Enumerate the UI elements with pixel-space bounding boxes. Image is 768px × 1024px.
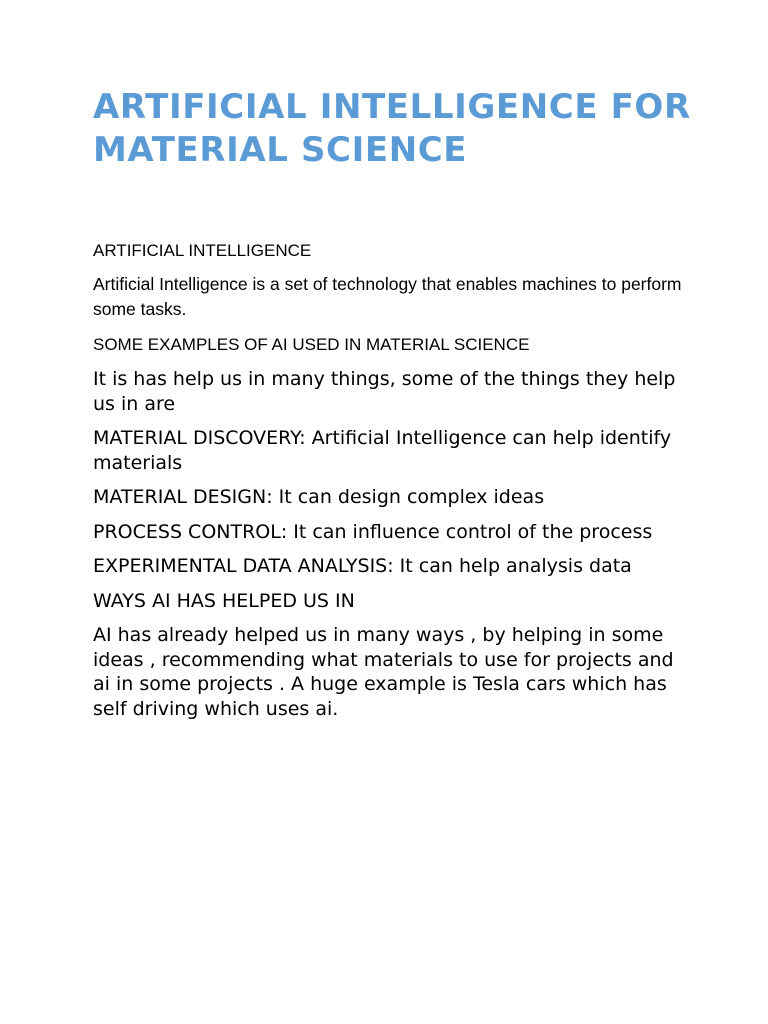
item-process-control: PROCESS CONTROL: It can influence control of the process [93,520,653,543]
section-heading-artificial-intelligence: ARTIFICIAL INTELLIGENCE [93,241,312,260]
definition-paragraph: Artificial Intelligence is a set of technology that enables machines to perform some tasks. [93,274,682,319]
item-material-design: MATERIAL DESIGN: It can design complex ideas [93,486,545,508]
ways-ai-helped-paragraph: AI has already helped us in many ways , by helping in some ideas , recommending what materials to use for projects and ai in some projects . A huge example is Tesla cars which has self driving which uses ai. [93,624,674,720]
document-body [93,86,693,721]
item-material-discovery: MATERIAL DISCOVERY: Artificial Intelligence can help identify materials [93,427,672,474]
section-heading-examples: SOME EXAMPLES OF AI USED IN MATERIAL SCIENCE [93,335,530,354]
intro-paragraph: It is has help us in many things, some of the things they help us in are [93,368,676,415]
section-heading-ways-ai-helped: WAYS AI HAS HELPED US IN [93,589,355,612]
document-title: ARTIFICIAL INTELLIGENCE FOR MATERIAL SCIENCE [93,87,691,170]
item-experimental-data-analysis: EXPERIMENTAL DATA ANALYSIS: It can help analysis data [93,555,632,577]
